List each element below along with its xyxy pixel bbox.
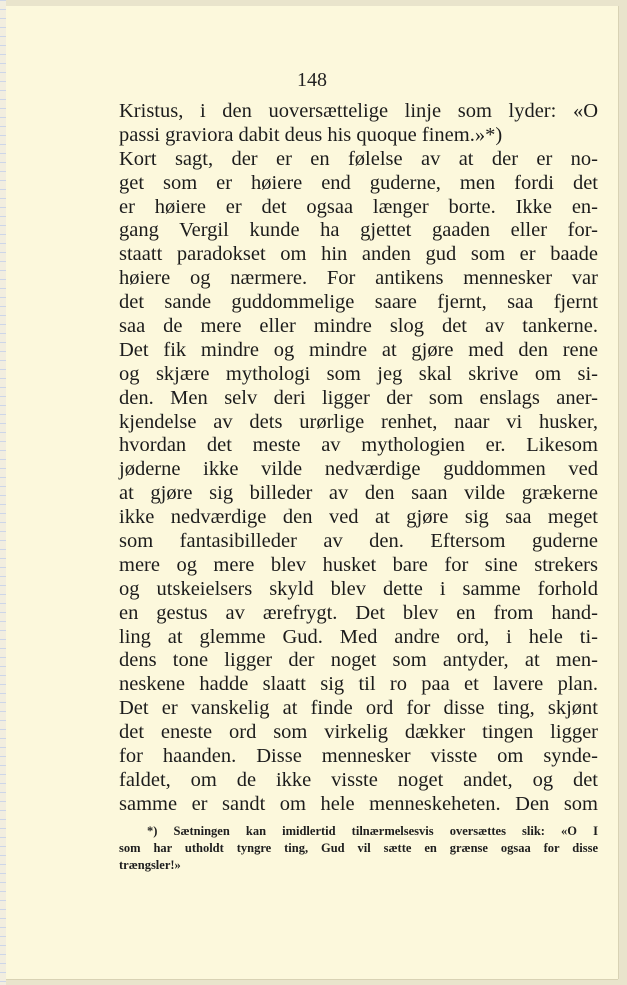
body-line: neskene hadde slaatt sig til ro paa et lavere plan.	[119, 673, 598, 696]
body-line: den. Men selv deri ligger der som enslags aner-	[119, 386, 598, 409]
body-line: og utskeielsers skyld blev dette i samme forhold	[119, 577, 598, 600]
body-line: det eneste ord som virkelig dækker tingen ligger	[119, 721, 598, 744]
body-line: Det er vanskelig at finde ord for disse ting, skjønt	[119, 697, 598, 720]
body-line: ikke nedværdige den ved at gjøre sig saa meget	[119, 506, 598, 529]
body-line: er høiere er det ogsaa længer borte. Ikke en-	[119, 195, 598, 218]
body-text	[119, 100, 598, 817]
book-page	[6, 6, 618, 979]
body-line: dens tone ligger der noget som antyder, at men-	[119, 649, 598, 672]
body-line: som fantasibilleder av den. Eftersom guderne	[119, 530, 598, 553]
footnote	[119, 823, 598, 874]
body-line: at gjøre sig billeder av den saan vilde grækerne	[119, 482, 598, 505]
body-line: samme er sandt om hele menneskeheten. Den som	[119, 792, 598, 815]
body-line: kjendelse av dets urørlige renhet, naar vi husker,	[119, 410, 598, 433]
body-line: en gestus av ærefrygt. Det blev en from hand-	[119, 601, 598, 624]
footnote-line: som har utholdt tyngre ting, Gud vil sætte en grænse ogsaa for disse	[119, 841, 598, 855]
body-line: Kristus, i den uoversættelige linje som lyder: «O	[119, 100, 598, 122]
body-line: høiere og nærmere. For antikens mennesker var	[119, 267, 598, 290]
body-line: gang Vergil kunde ha gjettet gaaden eller for-	[119, 219, 598, 242]
body-line: for haanden. Disse mennesker visste om synde-	[119, 745, 598, 768]
body-line: faldet, om de ikke visste noget andet, og det	[119, 768, 598, 791]
body-line: mere og mere blev husket bare for sine strekers	[119, 553, 598, 576]
footnote-line: trængsler!»	[119, 858, 181, 872]
body-line: passi graviora dabit deus his quoque finem.»*)	[119, 123, 503, 146]
body-line: staatt paradokset om hin anden gud som er baade	[119, 243, 598, 266]
body-line: hvordan det meste av mythologien er. Likesom	[119, 434, 598, 457]
page-number: 148	[297, 69, 327, 91]
footnote-line: *) Sætningen kan imidlertid tilnærmelsesvis oversættes slik: «O I	[147, 824, 598, 838]
body-line: det sande guddommelige saare fjernt, saa fjernt	[119, 291, 598, 314]
body-line: og skjære mythologi som jeg skal skrive om si-	[119, 362, 598, 385]
body-line: jøderne ikke vilde nedværdige guddommen ved	[119, 458, 598, 481]
body-line: get som er høiere end guderne, men fordi det	[119, 171, 598, 194]
body-line: saa de mere eller mindre slog det av tankerne.	[119, 315, 598, 338]
body-line: Kort sagt, der er en følelse av at der er no-	[119, 147, 598, 170]
body-line: ling at glemme Gud. Med andre ord, i hele ti-	[119, 625, 598, 648]
body-line: Det fik mindre og mindre at gjøre med den rene	[119, 338, 598, 361]
